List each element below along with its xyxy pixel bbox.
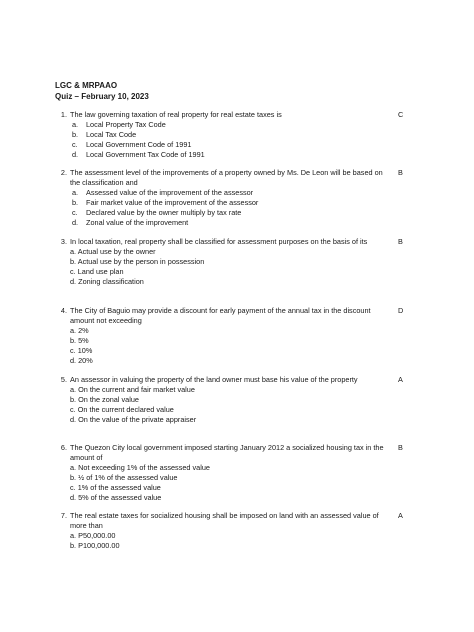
question-stem: The real estate taxes for socialized housing shall be imposed on land with an assessed value of more than <box>70 511 379 530</box>
question-number: 5. <box>60 375 67 384</box>
option-a: a. P50,000.00 <box>70 531 116 540</box>
question-number: 7. <box>60 511 67 520</box>
question-number: 3. <box>60 237 67 246</box>
option-c <box>70 140 390 150</box>
option-b <box>70 130 390 140</box>
answer-2: B <box>398 168 403 177</box>
question-2 <box>60 168 390 228</box>
answer-5: A <box>398 375 403 384</box>
option-d: d. Zoning classification <box>70 277 144 286</box>
question-number: 2. <box>60 168 67 177</box>
question-4 <box>60 306 390 366</box>
answer-6: B <box>398 443 403 452</box>
answer-4: D <box>398 306 404 315</box>
option-b: b. P100,000.00 <box>70 541 120 550</box>
option-a <box>70 120 390 130</box>
option-b <box>70 198 390 208</box>
question-stem: An assessor in valuing the property of the land owner must base his value of the property <box>70 375 358 384</box>
question-stem: The City of Baguio may provide a discount for early payment of the annual tax in the discount amount not exceeding <box>70 306 371 325</box>
option-letter: d. <box>72 150 79 159</box>
question-stem: The law governing taxation of real property for real estate taxes is <box>70 110 282 119</box>
option-c: c. 10% <box>70 346 93 355</box>
option-text: Local Government Tax Code of 1991 <box>86 150 205 159</box>
option-letter: b. <box>72 198 79 207</box>
option-letter: c. <box>72 140 78 149</box>
option-d: d. 20% <box>70 356 93 365</box>
option-c <box>70 208 390 218</box>
answer-3: B <box>398 237 403 246</box>
document-header <box>55 80 149 102</box>
option-letter: a. <box>72 120 79 129</box>
question-6 <box>60 443 390 503</box>
course-title: LGC & MRPAAO <box>55 81 118 90</box>
option-c: c. On the current declared value <box>70 405 174 414</box>
option-d <box>70 218 390 228</box>
option-text: Local Government Code of 1991 <box>86 140 192 149</box>
question-number: 6. <box>60 443 67 452</box>
option-a: a. 2% <box>70 326 89 335</box>
option-b: b. Actual use by the person in possession <box>70 257 205 266</box>
answer-7: A <box>398 511 403 520</box>
question-1 <box>60 110 390 160</box>
option-b: b. ½ of 1% of the assessed value <box>70 473 178 482</box>
option-text: Declared value by the owner multiply by tax rate <box>86 208 242 217</box>
option-text: Fair market value of the improvement of the assessor <box>86 198 259 207</box>
question-stem: In local taxation, real property shall be classified for assessment purposes on the basis of its <box>70 237 368 246</box>
option-a: a. Actual use by the owner <box>70 247 156 256</box>
question-3 <box>60 237 390 287</box>
question-stem: The Quezon City local government imposed starting January 2012 a socialized housing tax in the amount of <box>70 443 384 462</box>
option-text: Zonal value of the improvement <box>86 218 189 227</box>
option-letter: d. <box>72 218 79 227</box>
option-text: Assessed value of the improvement of the assessor <box>86 188 254 197</box>
option-d <box>70 150 390 160</box>
option-text: Local Tax Code <box>86 130 137 139</box>
question-7 <box>60 511 390 551</box>
question-stem: The assessment level of the improvements of a property owned by Ms. De Leon will be based on the classification and <box>70 168 383 187</box>
quiz-title: Quiz – February 10, 2023 <box>55 92 149 101</box>
option-b: b. On the zonal value <box>70 395 139 404</box>
question-number: 4. <box>60 306 67 315</box>
question-number: 1. <box>60 110 67 119</box>
option-letter: b. <box>72 130 79 139</box>
option-d: d. 5% of the assessed value <box>70 493 162 502</box>
option-b: b. 5% <box>70 336 89 345</box>
option-d: d. On the value of the private appraiser <box>70 415 197 424</box>
option-c: c. 1% of the assessed value <box>70 483 161 492</box>
option-a: a. On the current and fair market value <box>70 385 195 394</box>
option-a <box>70 188 390 198</box>
option-text: Local Property Tax Code <box>86 120 166 129</box>
question-5 <box>60 375 390 425</box>
answer-1: C <box>398 110 404 119</box>
option-c: c. Land use plan <box>70 267 124 276</box>
option-letter: c. <box>72 208 78 217</box>
option-letter: a. <box>72 188 79 197</box>
option-a: a. Not exceeding 1% of the assessed value <box>70 463 210 472</box>
